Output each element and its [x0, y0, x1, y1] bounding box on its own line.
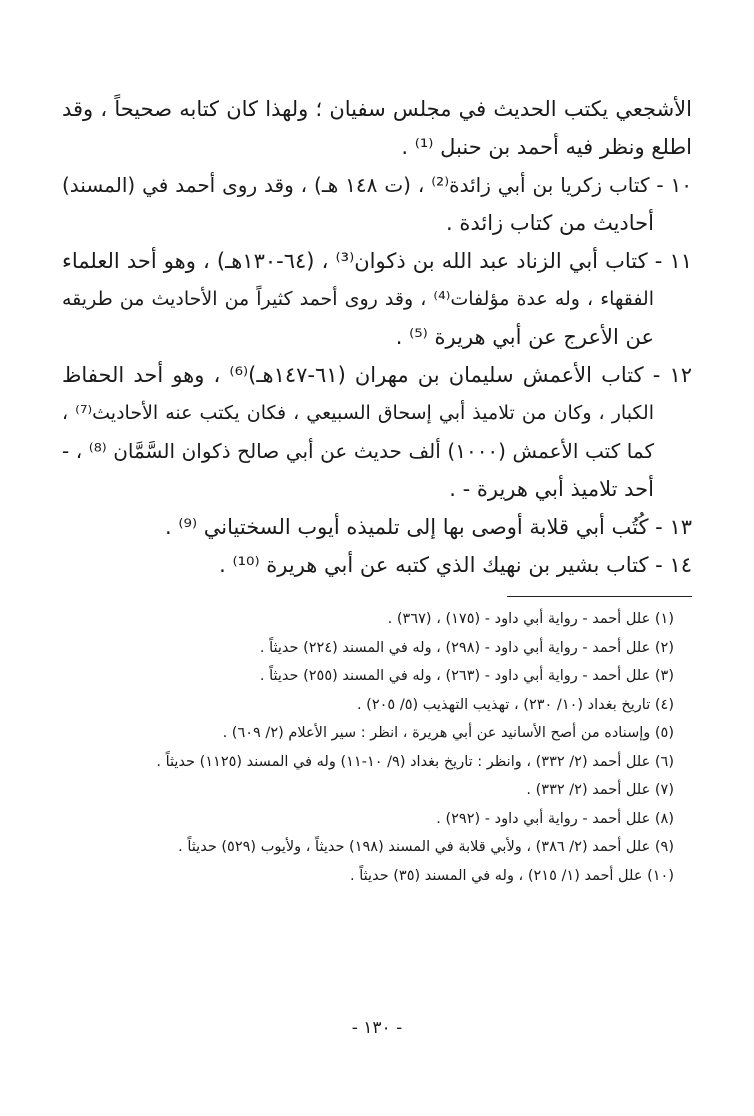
- footnote-9: (٩) علل أحمد (٢/ ٣٨٦) ، ولأبي قلابة في المسند (١٩٨) حديثاً ، ولأيوب (٥٢٩) حديثاً .: [178, 839, 674, 855]
- item-12-line-4: أحد تلاميذ أبي هريرة - .: [449, 477, 654, 501]
- footnote-5: (٥) وإسناده من أصح الأسانيد عن أبي هريرة ، انظر : سير الأعلام (٢/ ٦٠٩) .: [222, 725, 674, 741]
- item-12-line-2: الكبار ، وكان من تلاميذ أبي إسحاق السبيعي ، فكان يكتب عنه الأحاديث⁽⁷⁾ ،: [62, 402, 654, 424]
- page-number: - ١٣٠ -: [351, 1018, 403, 1038]
- text-line-1: الأشجعي يكتب الحديث في مجلس سفيان ؛ ولهذا كان كتابه صحيحاً ، وقد: [62, 97, 692, 121]
- main-text: [62, 90, 692, 584]
- footnote-3: (٣) علل أحمد - رواية أبي داود - (٢٦٣) ، وله في المسند (٢٥٥) حديثاً .: [259, 668, 674, 684]
- item-14: ١٤ - كتاب بشير بن نهيك الذي كتبه عن أبي هريرة ⁽¹⁰⁾ .: [219, 553, 692, 577]
- page-content: [62, 90, 692, 1116]
- footnote-1: (١) علل أحمد - رواية أبي داود - (١٧٥) ، (٣٦٧) .: [387, 611, 674, 627]
- footnote-6: (٦) علل أحمد (٢/ ٣٣٢) ، وانظر : تاريخ بغداد (٩/ ١٠-١١) وله في المسند (١١٢٥) حديثاً .: [156, 753, 674, 770]
- text-line-2: اطلع ونظر فيه أحمد بن حنبل ⁽¹⁾ .: [401, 135, 692, 159]
- item-13: ١٣ - كُتُب أبي قلابة أوصى بها إلى تلميذه أيوب السختياني ⁽⁹⁾ .: [165, 515, 692, 539]
- footnote-separator: [507, 596, 692, 597]
- footnote-8: (٨) علل أحمد - رواية أبي داود - (٢٩٢) .: [436, 810, 674, 827]
- footnote-7: (٧) علل أحمد (٢/ ٣٣٢) .: [526, 782, 674, 798]
- item-10-line-2: أحاديث من كتاب زائدة .: [446, 211, 654, 235]
- item-11-line-3: عن الأعرج عن أبي هريرة ⁽⁵⁾ .: [395, 325, 654, 349]
- footnote-2: (٢) علل أحمد - رواية أبي داود - (٢٩٨) ، وله في المسند (٢٢٤) حديثاً .: [259, 639, 674, 656]
- item-11-line-2: الفقهاء ، وله عدة مؤلفات⁽⁴⁾ ، وقد روى أحمد كثيراً من الأحاديث من طريقه: [62, 288, 654, 310]
- footnote-4: (٤) تاريخ بغداد (١٠/ ٢٣٠) ، تهذيب التهذيب (٥/ ٢٠٥) .: [356, 696, 674, 713]
- footnote-10: (١٠) علل أحمد (١/ ٢١٥) ، وله في المسند (٣٥) حديثاً .: [350, 867, 674, 884]
- item-12-line-1: ١٢ - كتاب الأعمش سليمان بن مهران (٦١-١٤٧هـ)⁽⁶⁾ ، وهو أحد الحفاظ: [62, 363, 692, 387]
- item-11-line-1: ١١ - كتاب أبي الزناد عبد الله بن ذكوان⁽³⁾ ، (٦٤-١٣٠هـ) ، وهو أحد العلماء: [62, 249, 692, 273]
- item-10-line-1: ١٠ - كتاب زكريا بن أبي زائدة⁽²⁾ ، (ت ١٤٨ هـ) ، وقد روى أحمد في (المسند): [62, 173, 692, 197]
- item-12-line-3: كما كتب الأعمش (١٠٠٠) ألف حديث عن أبي صالح ذكوان السَّمَّان ⁽⁸⁾ ، -: [62, 439, 654, 463]
- footnotes: [62, 605, 692, 890]
